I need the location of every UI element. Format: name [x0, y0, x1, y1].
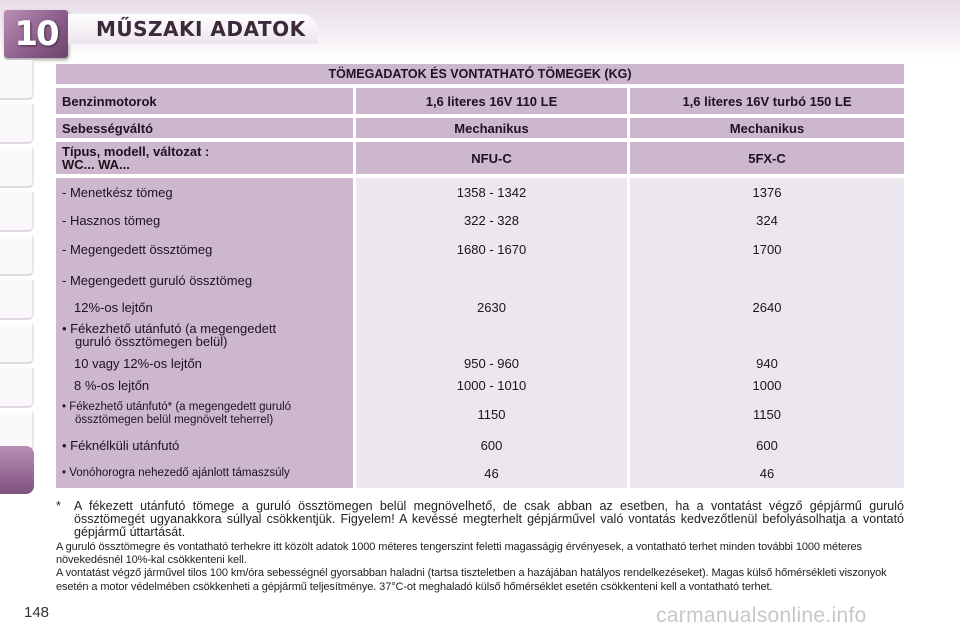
row-value-1: 600 — [356, 432, 630, 458]
engine-2: 1,6 literes 16V turbó 150 LE — [630, 88, 904, 114]
table-row — [56, 352, 904, 374]
row-value-2: 2640 — [630, 296, 904, 318]
note-altitude: A guruló össztömegre és vontatható terhekre itt közölt adatok 1000 méteres tengerszint feletti magasságig érvényesek, a vontatható terhet minden további 1000 méteres növekedésnél 10%-kal csökkenteni kell. — [56, 541, 862, 567]
type-label-cell — [56, 142, 356, 174]
row-value-1: 1358 - 1342 — [356, 178, 630, 206]
row-value-2: 1000 — [630, 374, 904, 396]
table-row — [56, 296, 904, 318]
row-value-1: 950 - 960 — [356, 352, 630, 374]
table-row — [56, 374, 904, 396]
row-label: 12%-os lejtőn — [56, 296, 356, 318]
row-value-2 — [630, 264, 904, 296]
table-row — [56, 458, 904, 488]
gearbox-row — [56, 118, 904, 138]
row-label-2: össztömegen belül megnövelt teherrel) — [75, 414, 274, 426]
watermark: carmanualsonline.info — [656, 604, 867, 627]
side-tab[interactable] — [0, 324, 34, 364]
note-speed: A vontatást végző járművel tilos 100 km/óra sebességnél gyorsabban haladni (tartsa tiszteletben a hazájában hatályos rendelkezéseket). Magas külső hőmérsékleti viszonyok esetén a motor védelmében csökkenheti a gépjármű teljesítménye. 37°C-ot meghaladó külső hőmérséklet esetén csökkenteni kell a vontatható terhet. — [56, 567, 887, 593]
row-value-2: 940 — [630, 352, 904, 374]
table-row — [56, 396, 904, 432]
side-tabs — [0, 60, 34, 456]
table-row — [56, 318, 904, 352]
table-row — [56, 206, 904, 234]
side-tab[interactable] — [0, 104, 34, 144]
gearbox-1: Mechanikus — [356, 118, 630, 138]
row-value-2: 600 — [630, 432, 904, 458]
page-number: 148 — [24, 604, 50, 621]
row-label: • Fékezhető utánfutó (a megengedett — [62, 321, 277, 336]
side-tab[interactable] — [0, 368, 34, 408]
row-value-2: 1700 — [630, 234, 904, 264]
row-value-2: 1376 — [630, 178, 904, 206]
side-tab[interactable] — [0, 236, 34, 276]
row-value-2: 46 — [630, 458, 904, 488]
row-value-2 — [630, 318, 904, 352]
row-label: - Megengedett össztömeg — [56, 234, 356, 264]
row-label: 10 vagy 12%-os lejtőn — [56, 352, 356, 374]
table-row — [56, 264, 904, 296]
type-label: Típus, modell, változat : — [62, 144, 210, 159]
mass-data-table — [56, 64, 904, 488]
row-label: - Hasznos tömeg — [56, 206, 356, 234]
row-label-2: guruló össztömegen belül) — [75, 334, 228, 349]
row-value-1 — [356, 264, 630, 296]
table-title: TÖMEGADATOK ÉS VONTATHATÓ TÖMEGEK (KG) — [56, 64, 904, 84]
gearbox-2: Mechanikus — [630, 118, 904, 138]
table-row — [56, 432, 904, 458]
page-title: MŰSZAKI ADATOK — [96, 17, 306, 41]
row-label: - Menetkész tömeg — [56, 178, 356, 206]
table-row — [56, 234, 904, 264]
engine-1: 1,6 literes 16V 110 LE — [356, 88, 630, 114]
table-row — [56, 178, 904, 206]
notes — [56, 541, 904, 594]
side-tab[interactable] — [0, 60, 34, 100]
row-label-cell — [56, 318, 356, 352]
row-value-1: 1680 - 1670 — [356, 234, 630, 264]
row-value-1: 322 - 328 — [356, 206, 630, 234]
row-label: • Féknélküli utánfutó — [56, 432, 356, 458]
row-value-1: 1000 - 1010 — [356, 374, 630, 396]
footnote-text: A fékezett utánfutó tömege a guruló össztömegen belül megnövelhető, de csak abban az esetben, ha a vontatást végző gépjármű guruló össztömegét ugyanakkora súllyal csökkentjük. Figyelem! A kevéssé megterhelt gépjárművel való vontatás kedvezőtlenül befolyásolhatja a vontató gépjármű úttartását. — [74, 499, 904, 539]
side-tab[interactable] — [0, 280, 34, 320]
row-label-cell — [56, 396, 356, 432]
row-value-2: 324 — [630, 206, 904, 234]
row-value-1: 1150 — [356, 396, 630, 432]
row-label: 8 %-os lejtőn — [56, 374, 356, 396]
chapter-badge — [4, 10, 68, 58]
type-row — [56, 142, 904, 174]
footnote-marker: * — [56, 499, 61, 513]
side-tab[interactable] — [0, 148, 34, 188]
row-label: • Vonóhorogra nehezedő ajánlott támaszsúly — [56, 458, 356, 488]
row-label: - Megengedett guruló össztömeg — [56, 264, 356, 296]
row-value-2: 1150 — [630, 396, 904, 432]
type-label-2: WC... WA... — [62, 157, 130, 172]
engine-label: Benzinmotorok — [56, 88, 356, 114]
type-2: 5FX-C — [630, 142, 904, 174]
engine-row — [56, 88, 904, 114]
type-1: NFU-C — [356, 142, 630, 174]
footnote — [56, 500, 904, 539]
row-value-1 — [356, 318, 630, 352]
side-tab-active[interactable] — [0, 446, 34, 494]
side-tab[interactable] — [0, 192, 34, 232]
row-label: • Fékezhető utánfutó* (a megengedett guruló — [62, 401, 292, 413]
chapter-number: 10 — [14, 14, 58, 54]
gearbox-label: Sebességváltó — [56, 118, 356, 138]
table-title-row — [56, 64, 904, 84]
row-value-1: 46 — [356, 458, 630, 488]
row-value-1: 2630 — [356, 296, 630, 318]
